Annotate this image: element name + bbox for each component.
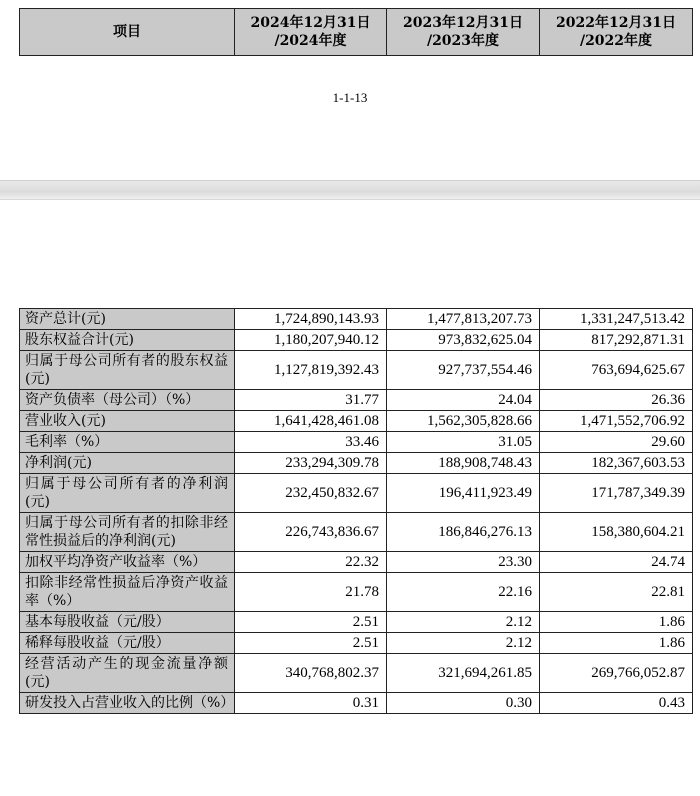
row-value-2024: 31.77 [235,390,387,411]
row-value-2023: 186,846,276.13 [387,513,540,552]
row-label: 资产负债率（母公司）（%） [20,390,235,411]
row-value-2022: 763,694,625.67 [540,351,693,390]
row-value-2024: 21.78 [235,573,387,612]
header-col-line1: 2022年12月31日 [556,15,676,31]
header-col-line2: /2023年度 [426,33,500,49]
row-value-2023: 23.30 [387,552,540,573]
row-label: 资产总计(元) [20,309,235,330]
row-label: 加权平均净资产收益率（%） [20,552,235,573]
row-value-2023: 31.05 [387,432,540,453]
page-break [0,180,700,200]
row-value-2024: 2.51 [235,612,387,633]
header-item: 项目 [20,9,235,56]
row-value-2023: 2.12 [387,633,540,654]
row-value-2022: 0.43 [540,693,693,714]
header-col-line1: 2024年12月31日 [250,15,371,31]
table-row [20,309,693,330]
row-value-2023: 188,908,748.43 [387,453,540,474]
table-row [20,513,693,552]
row-label: 归属于母公司所有者的净利润(元) [20,474,235,513]
row-value-2024: 0.31 [235,693,387,714]
row-value-2024: 226,743,836.67 [235,513,387,552]
row-label: 归属于母公司所有者的股东权益(元) [20,351,235,390]
row-value-2023: 973,832,625.04 [387,330,540,351]
row-label: 归属于母公司所有者的扣除非经常性损益后的净利润(元) [20,513,235,552]
row-value-2023: 1,477,813,207.73 [387,309,540,330]
row-value-2022: 269,766,052.87 [540,654,693,693]
row-label: 经营活动产生的现金流量净额(元) [20,654,235,693]
row-label: 稀释每股收益（元/股） [20,633,235,654]
row-value-2022: 1,471,552,706.92 [540,411,693,432]
row-label: 研发投入占营业收入的比例（%） [20,693,235,714]
row-value-2023: 321,694,261.85 [387,654,540,693]
financial-data-table [19,308,693,714]
row-value-2024: 2.51 [235,633,387,654]
row-value-2023: 2.12 [387,612,540,633]
row-value-2024: 233,294,309.78 [235,453,387,474]
row-value-2024: 1,724,890,143.93 [235,309,387,330]
row-value-2023: 1,562,305,828.66 [387,411,540,432]
table-row [20,432,693,453]
row-value-2022: 26.36 [540,390,693,411]
row-value-2022: 24.74 [540,552,693,573]
row-value-2024: 1,641,428,461.08 [235,411,387,432]
table-row [20,330,693,351]
table-row [20,654,693,693]
table-row [20,390,693,411]
table-row [20,351,693,390]
header-table [19,8,693,56]
row-value-2022: 29.60 [540,432,693,453]
row-value-2022: 817,292,871.31 [540,330,693,351]
row-value-2022: 1,331,247,513.42 [540,309,693,330]
header-col-2023 [387,9,540,56]
row-value-2023: 927,737,554.46 [387,351,540,390]
table-row [20,612,693,633]
row-label: 股东权益合计(元) [20,330,235,351]
row-value-2024: 1,180,207,940.12 [235,330,387,351]
table-row [20,552,693,573]
row-value-2024: 232,450,832.67 [235,474,387,513]
data-body [20,309,693,714]
row-value-2024: 1,127,819,392.43 [235,351,387,390]
row-value-2022: 182,367,603.53 [540,453,693,474]
row-value-2024: 33.46 [235,432,387,453]
row-value-2024: 340,768,802.37 [235,654,387,693]
header-col-line1: 2023年12月31日 [403,15,523,31]
row-label: 扣除非经常性损益后净资产收益率（%） [20,573,235,612]
row-label: 净利润(元) [20,453,235,474]
row-value-2023: 196,411,923.49 [387,474,540,513]
row-label: 毛利率（%） [20,432,235,453]
row-value-2024: 22.32 [235,552,387,573]
page-number: 1-1-13 [332,90,368,105]
header-col-2024 [235,9,387,56]
table-row [20,411,693,432]
table-row [20,633,693,654]
header-col-2022 [540,9,693,56]
header-row [20,9,693,56]
header-col-line2: /2022年度 [579,33,653,49]
row-value-2023: 0.30 [387,693,540,714]
table-row [20,573,693,612]
table-row [20,474,693,513]
row-label: 营业收入(元) [20,411,235,432]
row-value-2022: 1.86 [540,612,693,633]
header-col-line2: /2024年度 [274,33,347,49]
row-value-2023: 22.16 [387,573,540,612]
table-row [20,453,693,474]
row-value-2023: 24.04 [387,390,540,411]
row-label: 基本每股收益（元/股） [20,612,235,633]
row-value-2022: 1.86 [540,633,693,654]
row-value-2022: 171,787,349.39 [540,474,693,513]
row-value-2022: 22.81 [540,573,693,612]
row-value-2022: 158,380,604.21 [540,513,693,552]
table-row [20,693,693,714]
